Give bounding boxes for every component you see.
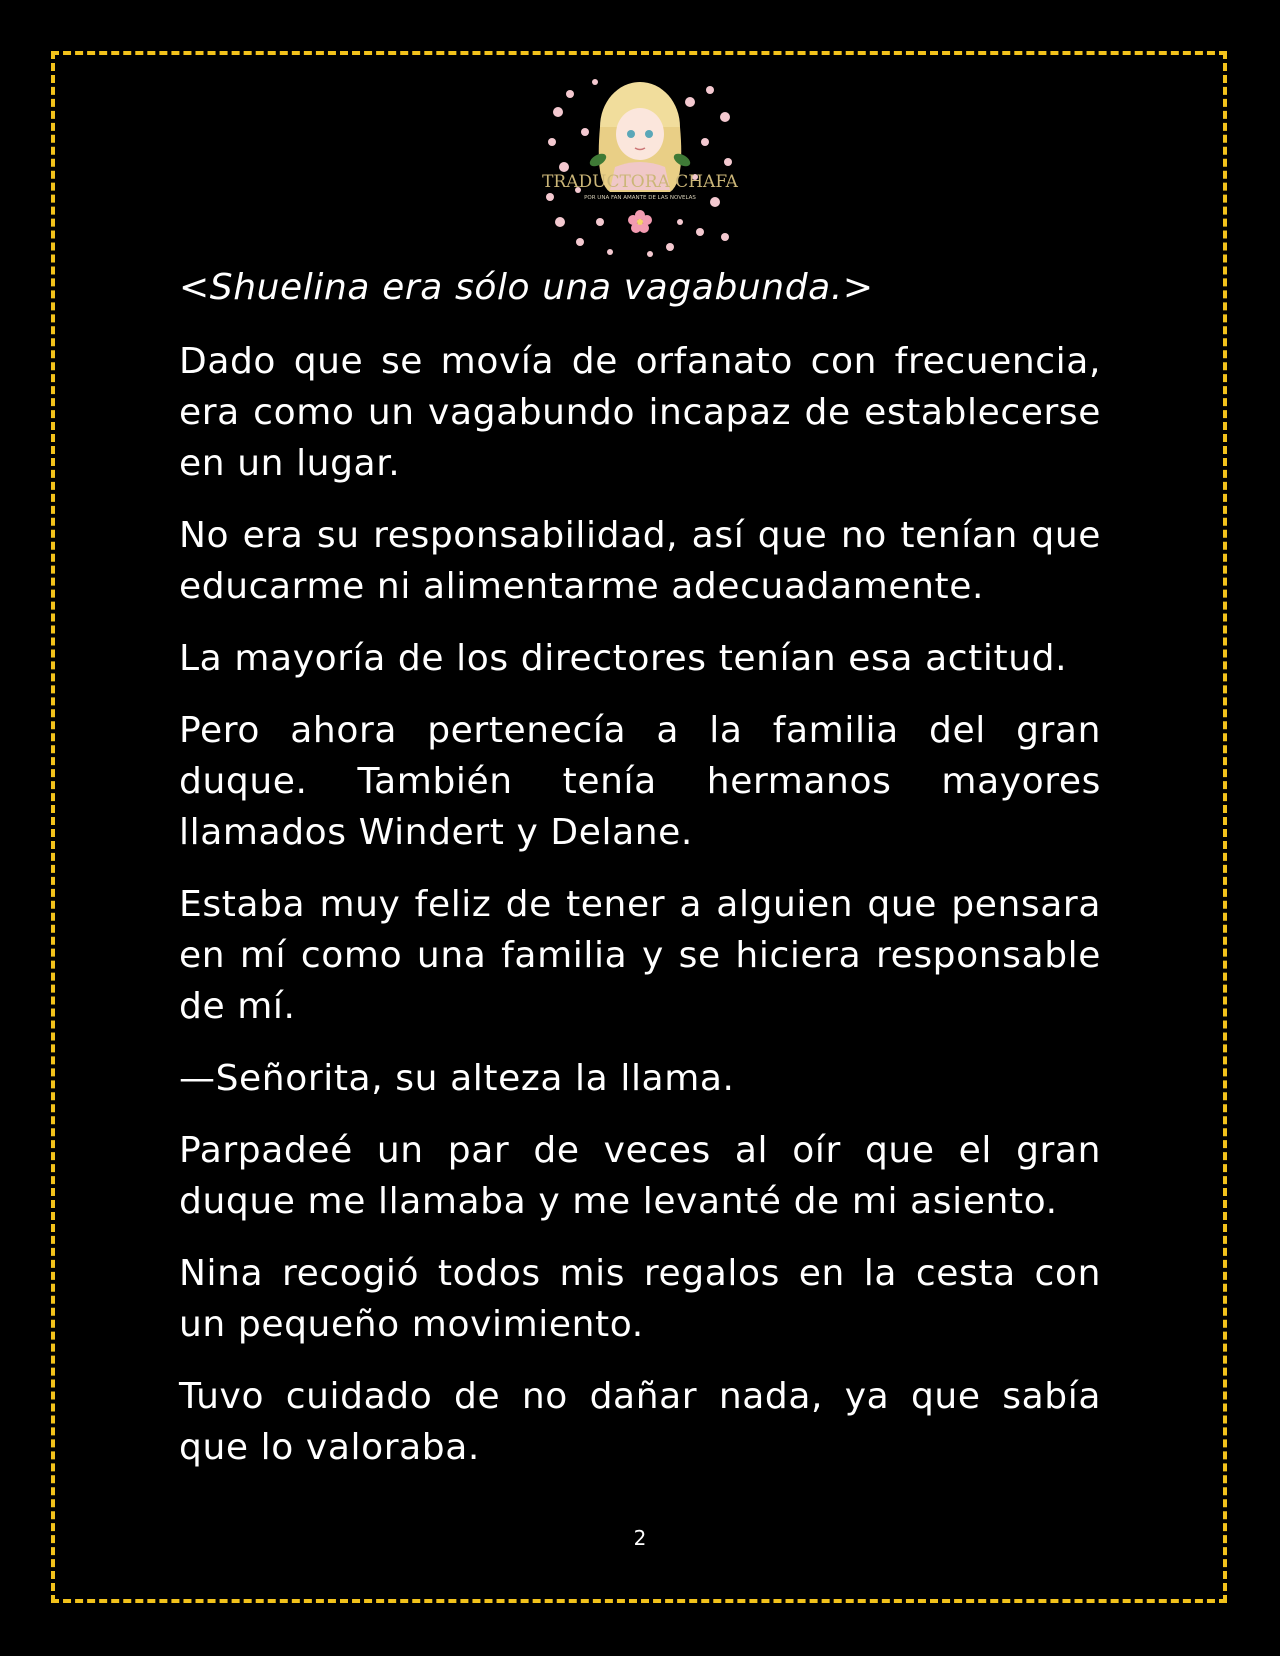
paragraph: La mayoría de los directores tenían esa actitud. [179, 638, 1068, 679]
paragraph: Parpadeé un par de veces al oír que el gran duque me llamaba y me levanté de mi asiento. [179, 1130, 1101, 1222]
paragraph-quote: <Shuelina era sólo una vagabunda.> [179, 267, 874, 308]
paragraph: Dado que se movía de orfanato con frecuencia, era como un vagabundo incapaz de establecerse en un lugar. [179, 341, 1101, 484]
paragraph: Nina recogió todos mis regalos en la cesta con un pequeño movimiento. [179, 1253, 1101, 1345]
translator-logo [540, 72, 740, 262]
paragraph-dialogue: —Señorita, su alteza la llama. [179, 1058, 735, 1099]
page-number: 2 [633, 1526, 647, 1550]
logo-subtitle: POR UNA FAN AMANTE DE LAS NOVELAS [584, 195, 696, 201]
paragraph: No era su responsabilidad, así que no tenían que educarme ni alimentarme adecuadamente. [179, 515, 1101, 607]
paragraph: Pero ahora pertenecía a la familia del gran duque. También tenía hermanos mayores llamados Windert y Delane. [179, 710, 1101, 853]
paragraph: Tuvo cuidado de no dañar nada, ya que sabía que lo valoraba. [179, 1376, 1101, 1468]
story-text [179, 262, 1101, 1494]
paragraph: Estaba muy feliz de tener a alguien que pensara en mí como una familia y se hiciera responsable de mí. [179, 884, 1101, 1027]
logo-title: TRADUCTORA CHAFA [542, 172, 738, 192]
flower-icon [628, 210, 652, 233]
